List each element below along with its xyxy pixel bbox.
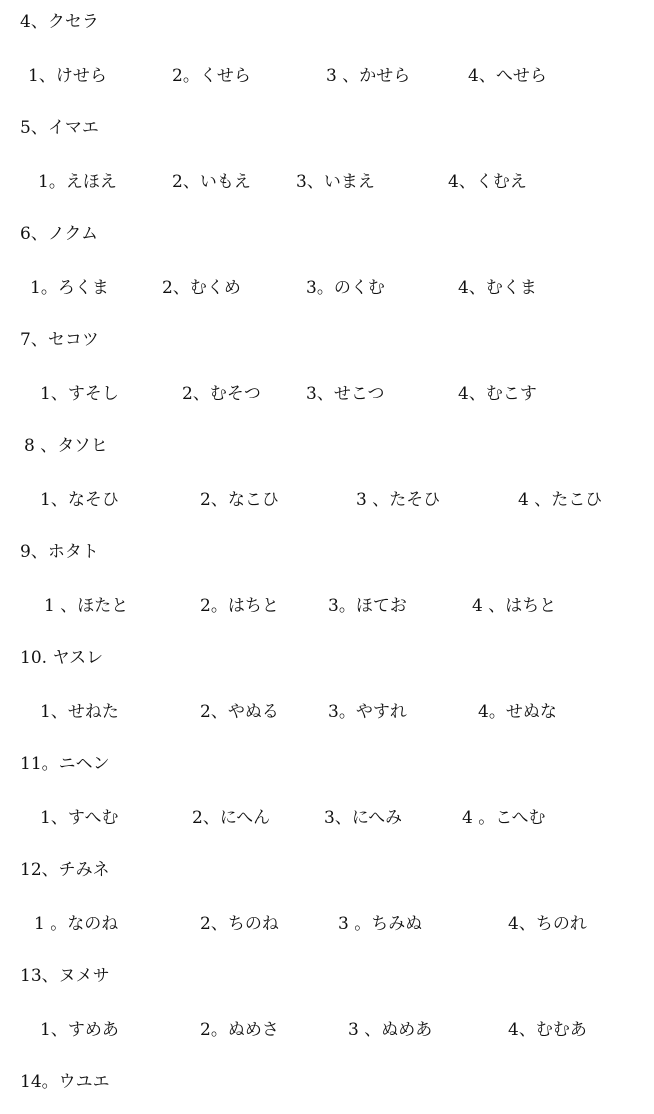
option-12-3: 3 。ちみぬ xyxy=(338,914,423,934)
question-11 xyxy=(20,754,110,774)
question-7 xyxy=(20,330,99,350)
option-11-4: 4 。こへむ xyxy=(462,808,546,828)
question-number: 11。 xyxy=(20,754,59,774)
option-4-4: 4、へせら xyxy=(468,66,547,86)
question-number: 6、 xyxy=(20,224,48,244)
option-10-4: 4。せぬな xyxy=(478,702,557,722)
option-5-3: 3、いまえ xyxy=(296,172,375,192)
option-12-1: 1 。なのね xyxy=(34,914,119,934)
option-11-3: 3、にへみ xyxy=(324,808,403,828)
question-number: 7、 xyxy=(20,330,48,350)
option-11-2: 2、にへん xyxy=(192,808,271,828)
option-9-4: 4 、はちと xyxy=(472,596,557,616)
question-katakana: ニヘン xyxy=(58,754,110,774)
option-4-3: 3 、かせら xyxy=(326,66,411,86)
option-8-1: 1、なそひ xyxy=(40,490,119,510)
question-katakana: タソヒ xyxy=(57,436,108,456)
question-number: 10. xyxy=(20,648,48,668)
question-6 xyxy=(20,224,98,244)
option-10-3: 3。やすれ xyxy=(328,702,407,722)
question-katakana: ホタト xyxy=(47,542,99,562)
question-number: 5、 xyxy=(20,118,48,138)
question-katakana: チみネ xyxy=(58,860,110,880)
option-10-1: 1、せねた xyxy=(40,702,119,722)
question-katakana: ウユエ xyxy=(58,1072,110,1092)
option-7-2: 2、むそつ xyxy=(182,384,261,404)
option-8-4: 4 、たこひ xyxy=(518,490,603,510)
question-katakana: セコツ xyxy=(47,330,99,350)
question-number: 4、 xyxy=(20,12,48,32)
question-number: 13、 xyxy=(20,966,59,986)
option-13-3: 3 、ぬめあ xyxy=(348,1020,433,1040)
option-5-2: 2、いもえ xyxy=(172,172,251,192)
option-11-1: 1、すへむ xyxy=(40,808,119,828)
option-10-2: 2、やぬる xyxy=(200,702,279,722)
option-4-1: 1、けせら xyxy=(28,66,107,86)
option-8-3: 3 、たそひ xyxy=(356,490,441,510)
option-5-1: 1。えほえ xyxy=(38,172,117,192)
option-7-4: 4、むこす xyxy=(458,384,537,404)
option-6-2: 2、むくめ xyxy=(162,278,241,298)
option-9-1: 1 、ほたと xyxy=(44,596,129,616)
question-8 xyxy=(24,436,108,456)
option-4-2: 2。くせら xyxy=(172,66,251,86)
option-9-2: 2。はちと xyxy=(200,596,279,616)
option-9-3: 3。ほてお xyxy=(328,596,407,616)
question-14 xyxy=(20,1072,110,1092)
option-7-3: 3、せこつ xyxy=(306,384,385,404)
question-9 xyxy=(20,542,99,562)
question-katakana: イマエ xyxy=(47,118,99,138)
option-8-2: 2、なこひ xyxy=(200,490,279,510)
option-13-4: 4、むむあ xyxy=(508,1020,587,1040)
option-13-2: 2。ぬめさ xyxy=(200,1020,279,1040)
question-number: 14。 xyxy=(20,1072,59,1092)
question-5 xyxy=(20,118,99,138)
question-number: 8 、 xyxy=(24,436,58,456)
option-12-4: 4、ちのれ xyxy=(508,914,587,934)
question-13 xyxy=(20,966,110,986)
option-6-4: 4、むくま xyxy=(458,278,537,298)
option-12-2: 2、ちのね xyxy=(200,914,279,934)
question-10 xyxy=(20,648,103,668)
question-katakana: クセラ xyxy=(47,12,99,32)
option-6-3: 3。のくむ xyxy=(306,278,385,298)
option-6-1: 1。ろくま xyxy=(30,278,109,298)
option-5-4: 4、くむえ xyxy=(448,172,527,192)
question-katakana: ヤスレ xyxy=(52,648,104,668)
question-number: 12、 xyxy=(20,860,59,880)
question-katakana: ノクム xyxy=(47,224,98,244)
option-13-1: 1、すめあ xyxy=(40,1020,119,1040)
option-7-1: 1、すそし xyxy=(40,384,119,404)
question-12 xyxy=(20,860,110,880)
question-katakana: ヌメサ xyxy=(58,966,110,986)
question-4 xyxy=(20,12,99,32)
question-number: 9、 xyxy=(20,542,48,562)
